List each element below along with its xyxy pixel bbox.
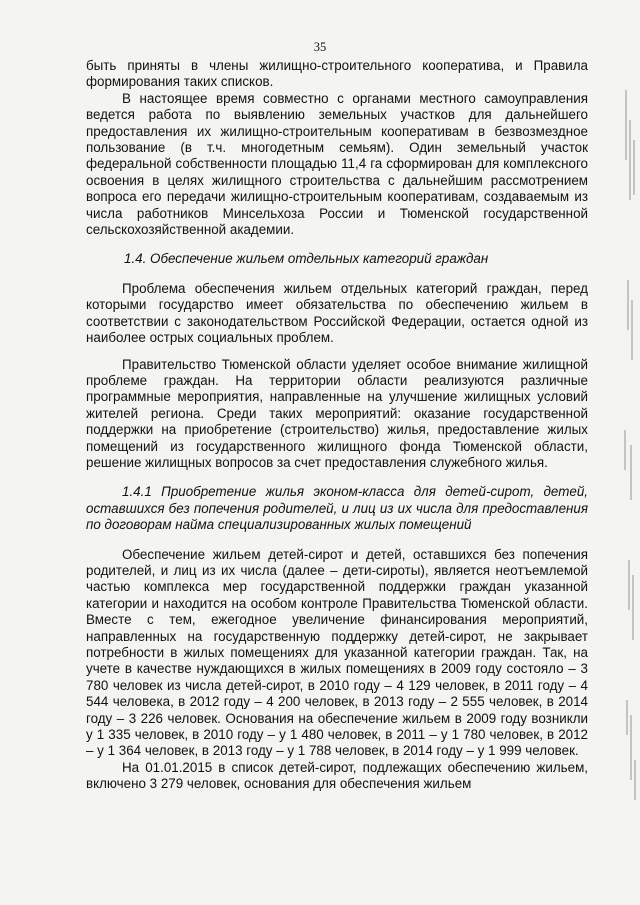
paragraph-land-plots: В настоящее время совместно с органами местного самоуправления ведется работа по выявлению земельных участков для дальнейшего предоставления их жилищно-строительным кооперативам в безвозмездное пользование (в т.ч. многодетным семьям). Один земельный участок федеральной собственности площадью 11,4 га сформирован для комплексного освоения в целях жилищного строительства с дальнейшим рассмотрением вопроса его передачи жилищно-строительным кооперативам, создаваемым из числа работников Минсельхоза России и Тюменской государственной сельскохозяйственной академии. [86, 90, 588, 238]
paragraph-list-2015: На 01.01.2015 в список детей-сирот, подлежащих обеспечению жильем, включено 3 279 человек, основания для обеспечения жильем [86, 759, 588, 792]
section-heading-1-4-1: 1.4.1 Приобретение жилья эконом-класса для детей-сирот, детей, оставшихся без попечения родителей, и лиц из их числа для предоставления по договорам найма специализированных жилых помещений [86, 484, 588, 533]
paragraph-orphans: Обеспечение жильем детей-сирот и детей, оставшихся без попечения родителей, и лиц из их числа (далее – дети-сироты), является неотъемлемой частью комплекса мер государственной поддержки граждан указанной категории и находится на особом контроле Правительства Тюменской области. Вместе с тем, ежегодное увеличение финансирования мероприятий, направленных на государственную поддержку детей-сирот, не закрывает потребности в жилых помещениях для указанной категории граждан. Так, на учете в качестве нуждающихся в жилых помещениях в 2009 году состояло – 3 780 человек из числа детей-сирот, в 2010 году – 4 129 человек, в 2011 году – 4 544 человека, в 2012 году – 4 200 человек, в 2013 году – 2 555 человек, в 2014 году – 3 226 человек. Основания на обеспечение жильем в 2009 году возникли у 1 335 человек, в 2010 году – у 1 480 человек, в 2011 – у 1 780 человек, в 2012 – у 1 364 человек, в 2013 году – у 1 788 человек, в 2014 году – у 1 999 человек. [86, 546, 588, 759]
section-heading-1-4: 1.4. Обеспечение жильем отдельных категорий граждан [124, 251, 489, 267]
scan-edge-marks [604, 0, 640, 905]
document-body [86, 58, 588, 793]
page-number: 35 [313, 40, 327, 54]
paragraph-problem: Проблема обеспечения жильем отдельных категорий граждан, перед которыми государство имеет обязательства по обеспечению жильем в соответствии с законодательством Российской Федерации, остается одной из наиболее острых социальных проблем. [86, 280, 588, 346]
paragraph-government: Правительство Тюменской области уделяет особое внимание жилищной проблеме граждан. На территории области реализуются различные программные мероприятия, направленные на улучшение жилищных условий жителей региона. Среди таких мероприятий: оказание государственной поддержки на приобретение (строительство) жилья, предоставление жилых помещений из государственного жилищного фонда Тюменской области, решение жилищных вопросов за счет предоставления служебного жилья. [86, 356, 588, 470]
paragraph-continuation: быть приняты в члены жилищно-строительного кооператива, и Правила формирования таких списков. [86, 58, 588, 90]
